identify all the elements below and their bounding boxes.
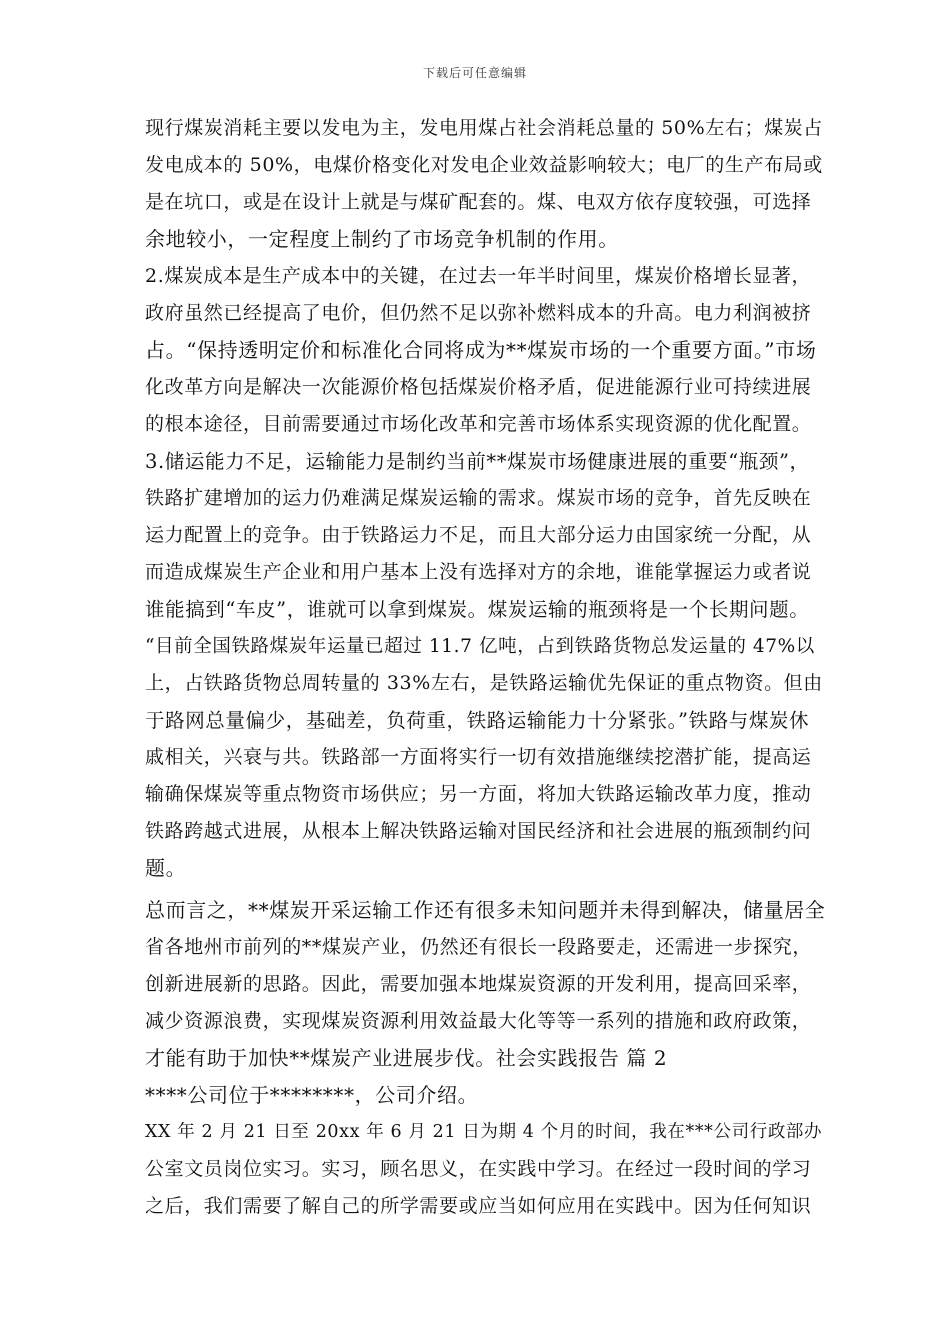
text-line: 题。 [145,856,187,880]
text-line: 余地较小，一定程度上制约了市场竞争机制的作用。 [145,227,619,251]
text-line: 公室文员岗位实习。实习，顾名思义，在实践中学习。在经过一段时间的学习 [145,1158,812,1180]
text-line: 是在坑口，或是在设计上就是与煤矿配套的。煤、电双方依存度较强，可选择 [145,191,812,213]
text-line: 的根本途径，目前需要通过市场化改革和完善市场体系实现资源的优化配置。 [145,413,812,435]
text-line: 发电成本的 50%，电煤价格变化对发电企业效益影响较大；电厂的生产布局或 [145,154,823,176]
text-line: 于路网总量偏少，基础差，负荷重，铁路运输能力十分紧张。”铁路与煤炭休 [145,709,810,732]
text-line: 化改革方向是解决一次能源价格包括煤炭价格矛盾，促进能源行业可持续进展 [145,376,812,398]
text-line: 输确保煤炭等重点物资市场供应；另一方面，将加大铁路运输改革力度，推动 [145,783,812,805]
text-line: XX 年 2 月 21 日至 20xx 年 6 月 21 日为期 4 个月的时间，我在***公司行政部办 [145,1122,823,1142]
text-line: 而造成煤炭生产企业和用户基本上没有选择对方的余地，谁能掌握运力或者说 [145,561,812,583]
text-line: “目前全国铁路煤炭年运量已超过 11.7 亿吨，占到铁路货物总发运量的 47%以 [145,636,815,657]
text-line: 减少资源浪费，实现煤炭资源利用效益最大化等等一系列的措施和政府政策， [145,1010,812,1032]
text-line: 2.煤炭成本是生产成本中的关键，在过去一年半时间里，煤炭价格增长显著， [145,265,812,287]
text-line: 之后，我们需要了解自己的所学需要或应当如何应用在实践中。因为任何知识 [145,1195,812,1217]
text-line: 政府虽然已经提高了电价，但仍然不足以弥补燃料成本的升高。电力利润被挤 [145,302,812,324]
text-line: 占。“保持透明定价和标准化合同将成为**煤炭市场的一个重要方面。”市场 [145,338,817,362]
text-line: 省各地州市前列的**煤炭产业，仍然还有很长一段路要走，还需进一步探究， [145,936,813,958]
text-line: 上，占铁路货物总周转量的 33%左右，是铁路运输优先保证的重点物资。但由 [145,672,823,694]
text-line: 才能有助于加快**煤炭产业进展步伐。社会实践报告 篇 2 [145,1046,668,1070]
text-line: 运力配置上的竞争。由于铁路运力不足，而且大部分运力由国家统一分配，从 [145,524,812,546]
text-line: 戚相关，兴衰与共。铁路部一方面将实行一切有效措施继续挖潜扩能，提高运 [145,746,812,768]
text-line: 现行煤炭消耗主要以发电为主，发电用煤占社会消耗总量的 50%左右；煤炭占 [145,117,823,139]
text-line: 铁路扩建增加的运力仍难满足煤炭运输的需求。煤炭市场的竞争，首先反映在 [145,487,812,509]
document-body [145,110,825,1225]
text-line: ****公司位于********，公司介绍。 [145,1083,479,1107]
page-header: 下载后可任意编辑 [422,66,527,80]
text-line: 创新进展新的思路。因此，需要加强本地煤炭资源的开发利用，提高回采率， [145,973,812,995]
text-line: 总而言之，**煤炭开采运输工作还有很多未知问题并未得到解决，储量居全 [145,898,826,922]
text-line: 3.储运能力不足，运输能力是制约当前**煤炭市场健康进展的重要“瓶颈”， [145,450,810,473]
text-line: 谁能搞到“车皮”，谁就可以拿到煤炭。煤炭运输的瓶颈将是一个长期问题。 [145,598,810,621]
text-line: 铁路跨越式进展，从根本上解决铁路运输对国民经济和社会进展的瓶颈制约问 [145,820,812,842]
